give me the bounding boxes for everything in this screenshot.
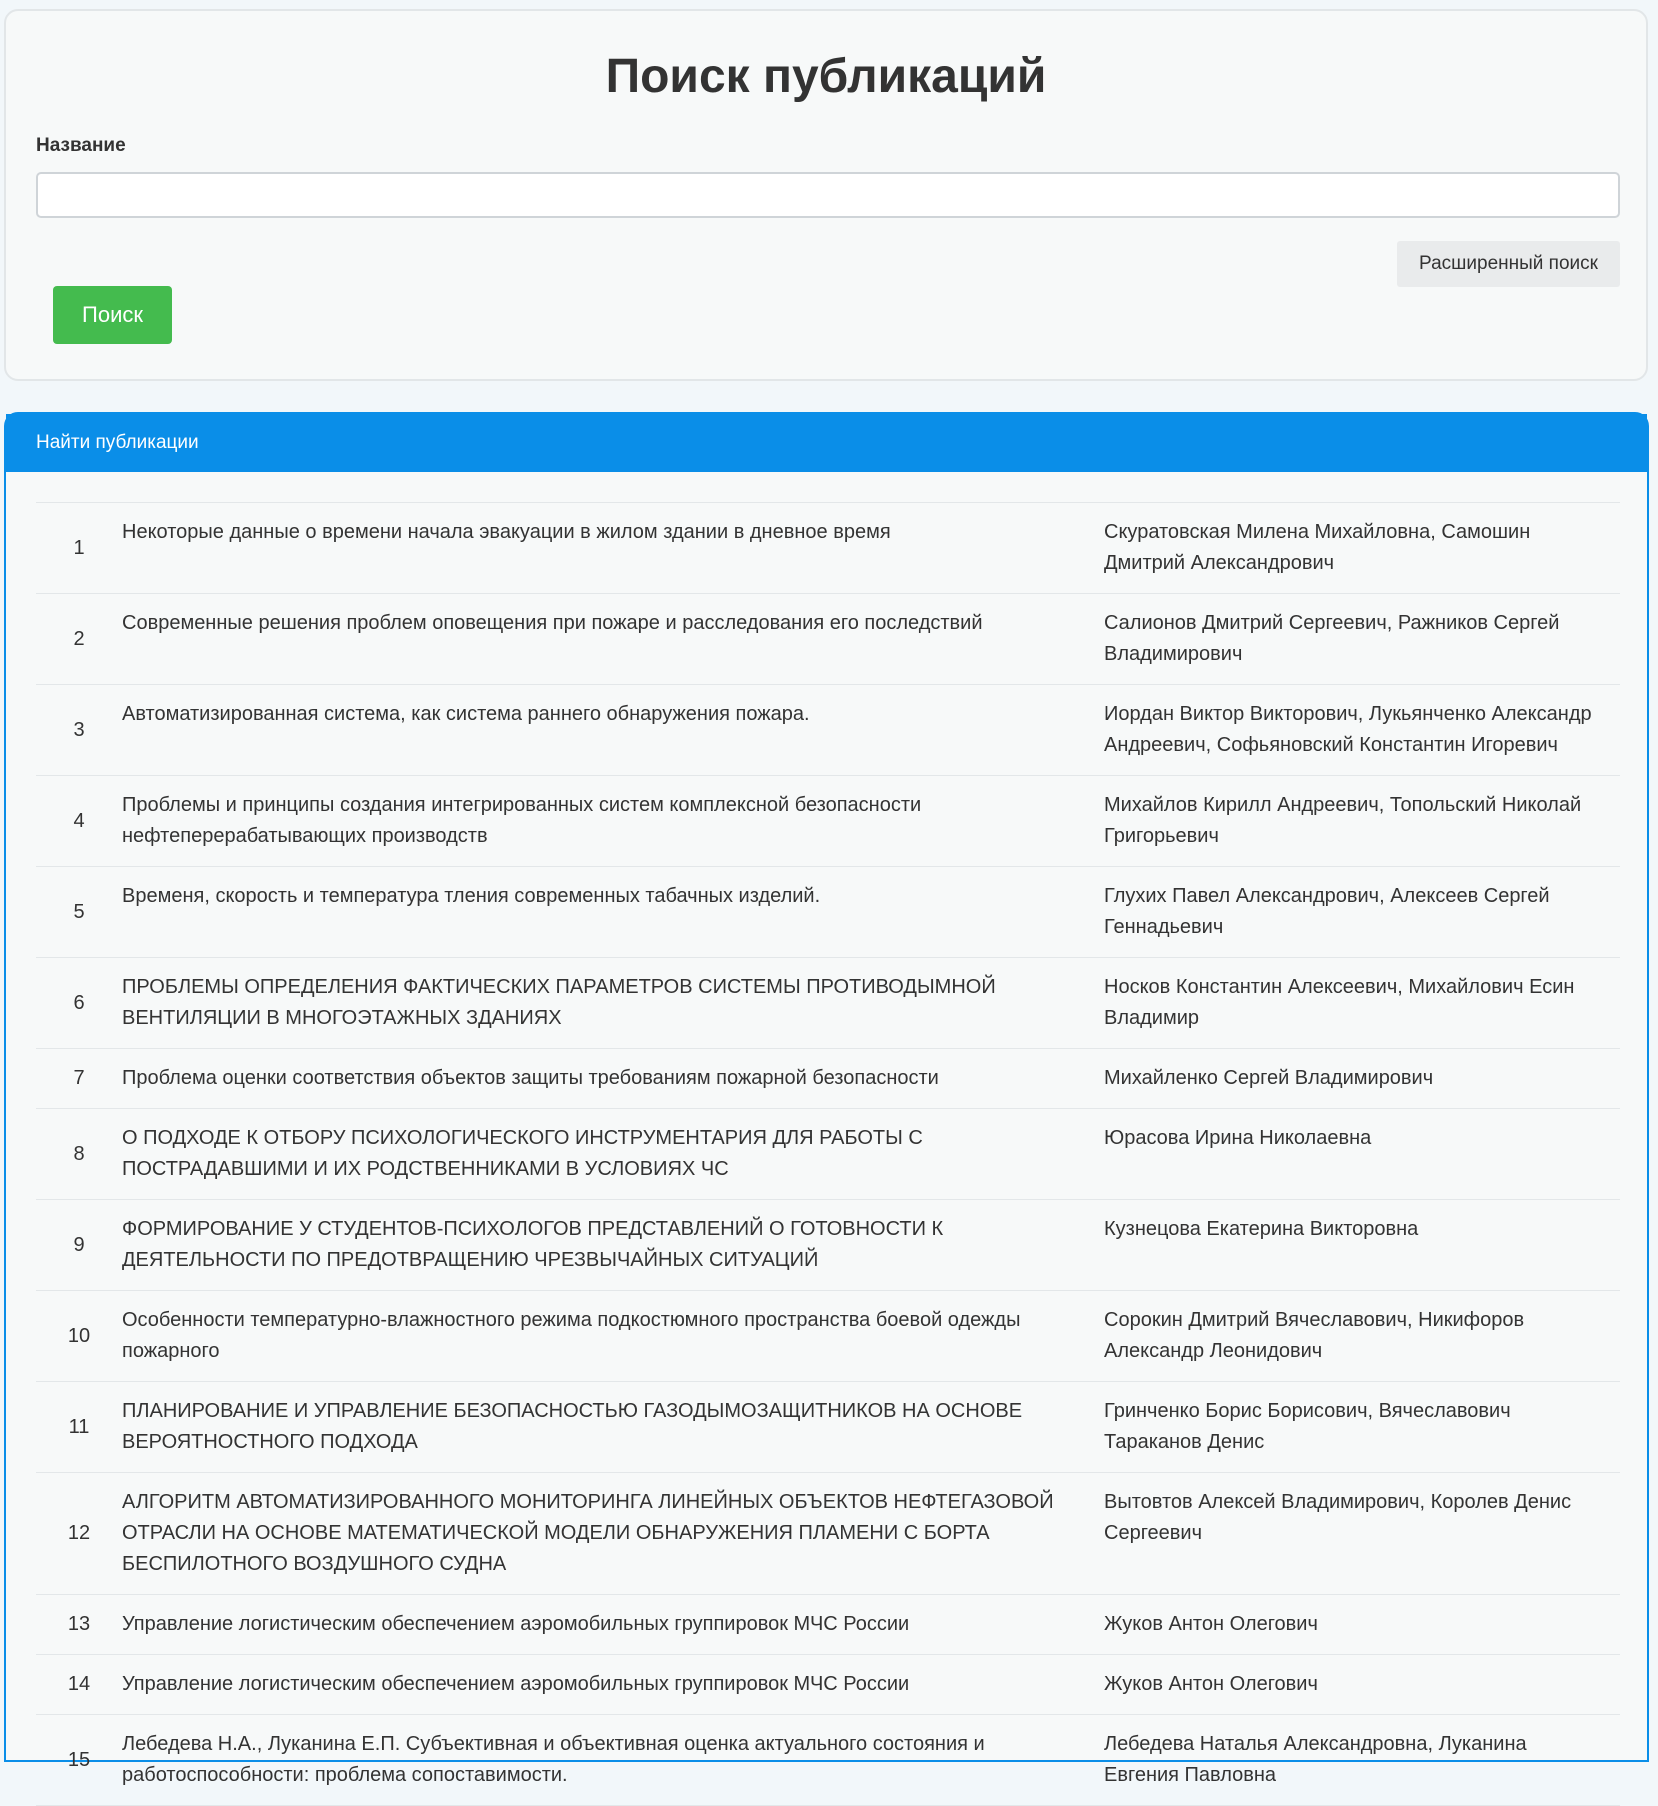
table-row[interactable] [36,1473,1620,1595]
publication-authors: Кузнецова Екатерина Викторовна [1104,1200,1620,1291]
publication-title[interactable]: АЛГОРИТМ АВТОМАТИЗИРОВАННОГО МОНИТОРИНГА ЛИНЕЙНЫХ ОБЪЕКТОВ НЕФТЕГАЗОВОЙ ОТРАСЛИ НА ОСНОВЕ МАТЕМАТИЧЕСКОЙ МОДЕЛИ ОБНАРУЖЕНИЯ ПЛАМЕНИ С БОРТА БЕСПИЛОТНОГО ВОЗДУШНОГО СУДНА [122,1473,1104,1595]
publication-authors: Глухих Павел Александрович, Алексеев Сергей Геннадьевич [1104,867,1620,958]
publication-title[interactable]: Лебедева Н.А., Луканина Е.П. Субъективная и объективная оценка актуального состояния и работоспособности: проблема сопоставимости. [122,1715,1104,1806]
publication-title[interactable]: Временя, скорость и температура тления современных табачных изделий. [122,867,1104,958]
publication-title[interactable]: ПРОБЛЕМЫ ОПРЕДЕЛЕНИЯ ФАКТИЧЕСКИХ ПАРАМЕТРОВ СИСТЕМЫ ПРОТИВОДЫМНОЙ ВЕНТИЛЯЦИИ В МНОГОЭТАЖНЫХ ЗДАНИЯХ [122,958,1104,1049]
publication-authors: Жуков Антон Олегович [1104,1595,1620,1655]
publication-title[interactable]: О ПОДХОДЕ К ОТБОРУ ПСИХОЛОГИЧЕСКОГО ИНСТРУМЕНТАРИЯ ДЛЯ РАБОТЫ С ПОСТРАДАВШИМИ И ИХ РОДСТВЕННИКАМИ В УСЛОВИЯХ ЧС [122,1109,1104,1200]
publication-authors: Сорокин Дмитрий Вячеславович, Никифоров Александр Леонидович [1104,1291,1620,1382]
row-number: 1 [36,503,122,594]
table-row[interactable] [36,1715,1620,1806]
table-row[interactable] [36,776,1620,867]
publication-title[interactable]: Проблема оценки соответствия объектов защиты требованиям пожарной безопасности [122,1049,1104,1109]
table-row[interactable] [36,1655,1620,1715]
table-row[interactable] [36,1049,1620,1109]
publication-authors: Михайленко Сергей Владимирович [1104,1049,1620,1109]
table-row[interactable] [36,594,1620,685]
table-row[interactable] [36,503,1620,594]
page-title: Поиск публикаций [605,50,1047,103]
results-panel [4,412,1649,1786]
publication-authors: Вытовтов Алексей Владимирович, Королев Денис Сергеевич [1104,1473,1620,1595]
publication-title[interactable]: Современные решения проблем оповещения при пожаре и расследования его последствий [122,594,1104,685]
table-row[interactable] [36,1200,1620,1291]
publication-title[interactable]: Управление логистическим обеспечением аэромобильных группировок МЧС России [122,1595,1104,1655]
name-search-input[interactable] [36,172,1620,218]
table-row[interactable] [36,1595,1620,1655]
publication-title[interactable]: Автоматизированная система, как система раннего обнаружения пожара. [122,685,1104,776]
publication-authors: Юрасова Ирина Николаевна [1104,1109,1620,1200]
publication-title[interactable]: Управление логистическим обеспечением аэромобильных группировок МЧС России [122,1655,1104,1715]
row-number: 9 [36,1200,122,1291]
row-number: 15 [36,1715,122,1806]
row-number: 5 [36,867,122,958]
row-number: 4 [36,776,122,867]
row-number: 12 [36,1473,122,1595]
name-field-label: Название [36,135,126,156]
table-row[interactable] [36,1382,1620,1473]
publication-title[interactable]: Особенности температурно-влажностного режима подкостюмного пространства боевой одежды пожарного [122,1291,1104,1382]
row-number: 7 [36,1049,122,1109]
table-row[interactable] [36,1109,1620,1200]
publication-authors: Лебедева Наталья Александровна, Луканина Евгения Павловна [1104,1715,1620,1806]
publication-authors: Скуратовская Милена Михайловна, Самошин Дмитрий Александрович [1104,503,1620,594]
publication-title[interactable]: ФОРМИРОВАНИЕ У СТУДЕНТОВ-ПСИХОЛОГОВ ПРЕДСТАВЛЕНИЙ О ГОТОВНОСТИ К ДЕЯТЕЛЬНОСТИ ПО ПРЕДОТВРАЩЕНИЮ ЧРЕЗВЫЧАЙНЫХ СИТУАЦИЙ [122,1200,1104,1291]
table-row[interactable] [36,867,1620,958]
row-number: 14 [36,1655,122,1715]
row-number: 8 [36,1109,122,1200]
publication-authors: Михайлов Кирилл Андреевич, Топольский Николай Григорьевич [1104,776,1620,867]
search-button[interactable]: Поиск [53,286,172,344]
advanced-search-button[interactable]: Расширенный поиск [1397,241,1620,287]
publication-authors: Иордан Виктор Викторович, Лукьянченко Александр Андреевич, Софьяновский Константин Игоревич [1104,685,1620,776]
row-number: 3 [36,685,122,776]
row-number: 10 [36,1291,122,1382]
publication-authors: Жуков Антон Олегович [1104,1655,1620,1715]
row-number: 13 [36,1595,122,1655]
table-row[interactable] [36,958,1620,1049]
results-panel-header: Найти публикации [6,414,1647,472]
row-number: 2 [36,594,122,685]
table-row[interactable] [36,685,1620,776]
results-table [36,502,1620,1806]
table-row[interactable] [36,1291,1620,1382]
publication-authors: Носков Константин Алексеевич, Михайлович Есин Владимир [1104,958,1620,1049]
search-panel [4,9,1648,381]
row-number: 11 [36,1382,122,1473]
publication-authors: Гринченко Борис Борисович, Вячеславович Тараканов Денис [1104,1382,1620,1473]
results-table-body [36,503,1620,1806]
publication-title[interactable]: Некоторые данные о времени начала эвакуации в жилом здании в дневное время [122,503,1104,594]
publication-title[interactable]: Проблемы и принципы создания интегрированных систем комплексной безопасности нефтеперерабатывающих производств [122,776,1104,867]
row-number: 6 [36,958,122,1049]
publication-authors: Салионов Дмитрий Сергеевич, Ражников Сергей Владимирович [1104,594,1620,685]
publication-title[interactable]: ПЛАНИРОВАНИЕ И УПРАВЛЕНИЕ БЕЗОПАСНОСТЬЮ ГАЗОДЫМОЗАЩИТНИКОВ НА ОСНОВЕ ВЕРОЯТНОСТНОГО ПОДХОДА [122,1382,1104,1473]
